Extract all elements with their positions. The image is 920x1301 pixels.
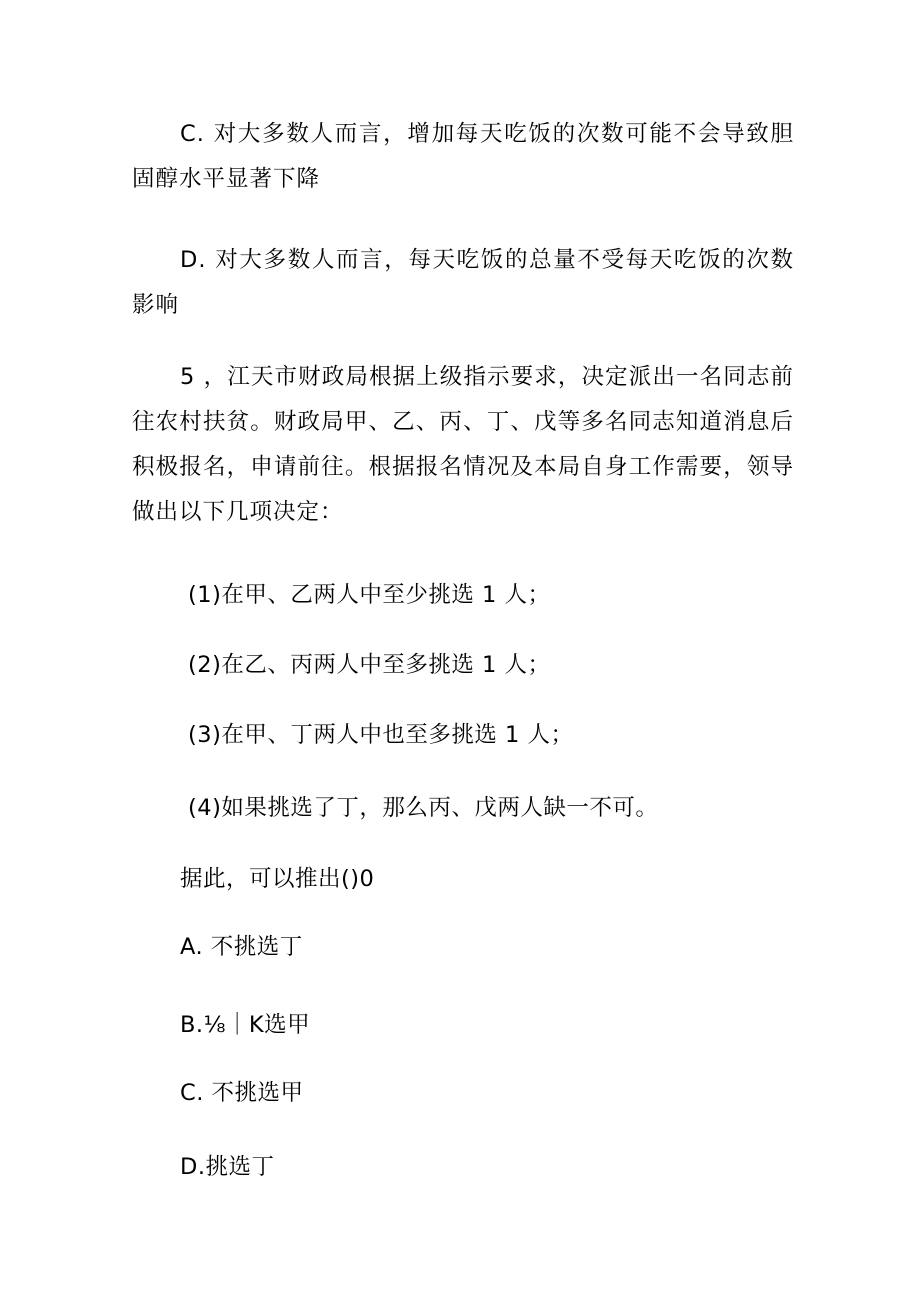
question5-option-c: C. 不挑选甲 — [180, 1080, 304, 1106]
question5-option-a: A. 不挑选丁 — [180, 934, 303, 960]
condition-4: (4)如果挑选了丁，那么丙、戊两人缺一不可。 — [188, 795, 659, 821]
condition-1: (1)在甲、乙两人中至少挑选 1 人； — [188, 582, 551, 608]
question4-option-d: D. 对大多数人而言，每天吃饭的总量不受每天吃饭的次数影响 — [132, 247, 794, 318]
condition-3: (3)在甲、丁两人中也至多挑选 1 人； — [188, 722, 574, 748]
question4-option-c: C. 对大多数人而言，增加每天吃饭的次数可能不会导致胆固醇水平显著下降 — [132, 121, 794, 192]
question5-stem: 5 ，江天市财政局根据上级指示要求，决定派出一名同志前往农村扶贫。财政局甲、乙、丙、丁、戊等多名同志知道消息后积极报名，申请前往。根据报名情况及本局自身工作需要，领导做出以下几项决定： — [132, 364, 794, 525]
question5-prompt: 据此，可以推出()0 — [180, 866, 375, 892]
condition-2: (2)在乙、丙两人中至多挑选 1 人； — [188, 652, 551, 678]
question5-option-b: B.⅛｜K选甲 — [180, 1012, 311, 1038]
question5-option-d: D.挑选丁 — [180, 1154, 275, 1180]
